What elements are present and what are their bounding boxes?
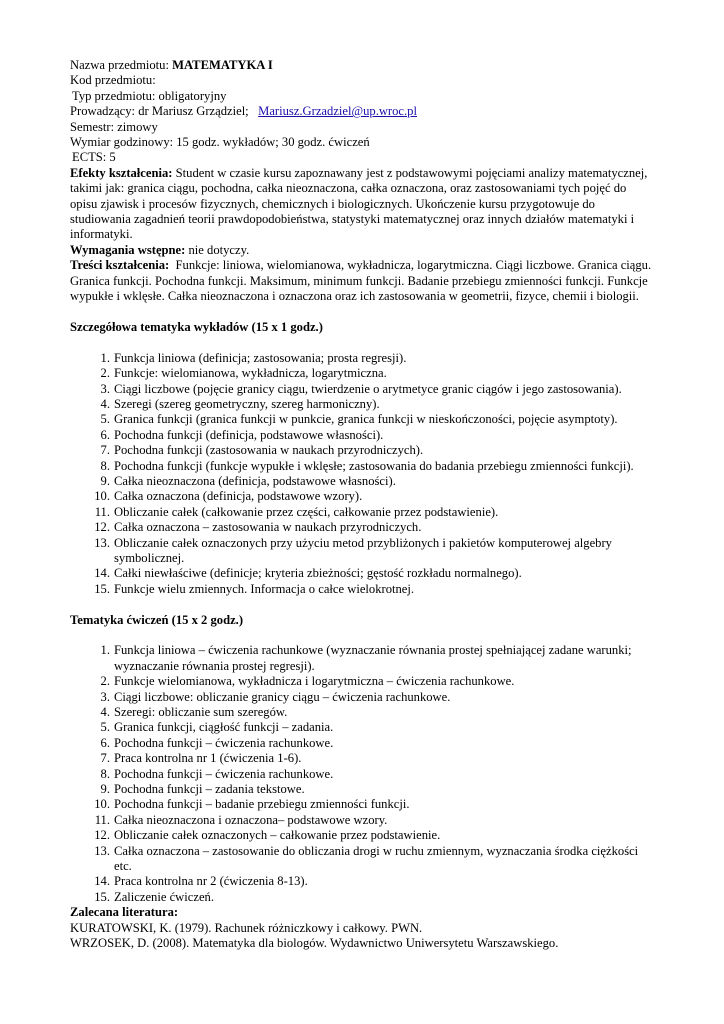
- list-item: 9. Całka nieoznaczona (definicja, podstawowe własności).: [100, 473, 396, 488]
- list-item: 4. Szeregi: obliczanie sum szeregów.: [100, 705, 288, 719]
- prerequisites: [70, 243, 656, 258]
- list-item: 8. Pochodna funkcji (funkcje wypukłe i wklęsłe; zastosowania do badania przebiegu zmienności funkcji).: [100, 458, 634, 473]
- semester: Semestr: zimowy: [70, 119, 158, 134]
- list-item: 10. Całka oznaczona (definicja, podstawowe wzory).: [94, 489, 363, 504]
- ects: ECTS: 5: [72, 150, 116, 165]
- learning-outcomes: [70, 166, 656, 243]
- lectures-list: [70, 351, 656, 598]
- list-item: 13. Całka oznaczona – zastosowanie do obliczania drogi w ruchu zmiennym, wyznaczania środka ciężkości etc.: [94, 843, 639, 874]
- list-item: 11. Całka nieoznaczona i oznaczona– podstawowe wzory.: [94, 812, 388, 827]
- list-item: 7. Praca kontrolna nr 1 (ćwiczenia 1-6).: [100, 751, 302, 766]
- list-item: 5. Granica funkcji (granica funkcji w punkcie, granica funkcji w nieskończoności, pojęcie asymptoty).: [100, 412, 618, 427]
- list-item: 11. Obliczanie całek (całkowanie przez części, całkowanie przez podstawienie).: [94, 504, 499, 519]
- list-item: 6. Pochodna funkcji – ćwiczenia rachunkowe.: [100, 735, 334, 750]
- subject-value: MATEMATYKA I: [172, 58, 273, 72]
- course-type: Typ przedmiotu: obligatoryjny: [72, 88, 227, 103]
- prerequisites-label: Wymagania wstępne:: [70, 242, 186, 257]
- lecturer-line: [70, 104, 656, 119]
- list-item: 8. Pochodna funkcji – ćwiczenia rachunkowe.: [100, 766, 334, 781]
- list-item: 4. Szeregi (szereg geometryczny, szereg harmoniczny).: [100, 396, 380, 411]
- literature-item: WRZOSEK, D. (2008). Matematyka dla biologów. Wydawnictwo Uniwersytetu Warszawskiego.: [70, 936, 559, 951]
- list-item: 12. Obliczanie całek oznaczonych – całkowanie przez podstawienie.: [94, 828, 441, 843]
- list-item: 3. Ciągi liczbowe (pojęcie granicy ciągu, twierdzenie o arytmetyce granic ciągów i jego zastosowania).: [100, 381, 622, 396]
- list-item: 15. Zaliczenie ćwiczeń.: [94, 889, 214, 904]
- list-item: 1. Funkcja liniowa (definicja; zastosowania; prosta regresji).: [100, 350, 407, 365]
- course-code-label: Kod przedmiotu:: [70, 73, 156, 88]
- list-item: 1. Funkcja liniowa – ćwiczenia rachunkowe (wyznaczanie równania prostej spełniającej zadane warunki; wyznaczanie równania prostej regresji).: [100, 643, 632, 673]
- exercises-heading: Tematyka ćwiczeń (15 x 2 godz.): [70, 612, 244, 627]
- subject-line: [70, 58, 656, 73]
- list-item: 15. Funkcje wielu zmiennych. Informacja o całce wielokrotnej.: [94, 581, 415, 596]
- prerequisites-text: nie dotyczy.: [188, 242, 250, 257]
- lecturer-email-link[interactable]: Mariusz.Grzadziel@up.wroc.pl: [258, 104, 417, 119]
- list-item: 2. Funkcje wielomianowa, wykładnicza i logarytmiczna – ćwiczenia rachunkowe.: [100, 674, 515, 689]
- exercises-list: [70, 643, 656, 905]
- lecturer-name: Prowadzący: dr Mariusz Grządziel;: [70, 104, 249, 119]
- subject-label: Nazwa przedmiotu:: [70, 58, 169, 72]
- learning-outcomes-label: Efekty kształcenia:: [70, 165, 173, 180]
- course-content-text: Funkcje: liniowa, wielomianowa, wykładnicza, logarytmiczna. Ciągi liczbowe. Granica ciągu. Granica funkcji. Pochodna funkcji. Maksimum, minimum funkcji. Badanie przebiegu zmienności funkcji. Funkcje wypukłe i wklęsłe. Całka nieoznaczona i oznaczona oraz ich zastosowania w geometrii, fizyce, chemii i biologii.: [70, 258, 652, 304]
- hours: Wymiar godzinowy: 15 godz. wykładów; 30 godz. ćwiczeń: [70, 135, 370, 150]
- list-item: 5. Granica funkcji, ciągłość funkcji – zadania.: [100, 720, 334, 735]
- list-item: 6. Pochodna funkcji (definicja, podstawowe własności).: [100, 427, 384, 442]
- learning-outcomes-text: Student w czasie kursu zapoznawany jest z podstawowymi pojęciami analizy matematycznej, takimi jak: granica ciągu, pochodna, całka nieoznaczona, całka oznaczona, oraz zastosowaniami tych pojęć do opisu zjawisk i procesów fizycznych, chemicznych i biologicznych. Ukończenie kursu przygotowuje do studiowania zagadnień teorii prawdopodobieństwa, statystyki matematycznej oraz innych działów matematyki i informatyki.: [70, 165, 648, 242]
- list-item: 13. Obliczanie całek oznaczonych przy użyciu metod przybliżonych i pakietów komputerowej algebry symbolicznej.: [94, 535, 612, 565]
- list-item: 12. Całka oznaczona – zastosowania w naukach przyrodniczych.: [94, 520, 422, 535]
- lectures-heading: Szczegółowa tematyka wykładów (15 x 1 godz.): [70, 319, 323, 334]
- literature-heading: Zalecana literatura:: [70, 905, 179, 920]
- list-item: 7. Pochodna funkcji (zastosowania w naukach przyrodniczych).: [100, 443, 424, 458]
- course-content: [70, 258, 656, 304]
- list-item: 14. Całki niewłaściwe (definicje; kryteria zbieżności; gęstość rozkładu normalnego).: [94, 566, 522, 581]
- list-item: 3. Ciągi liczbowe: obliczanie granicy ciągu – ćwiczenia rachunkowe.: [100, 689, 451, 704]
- document-page: [70, 58, 656, 952]
- literature-item: KURATOWSKI, K. (1979). Rachunek różniczkowy i całkowy. PWN.: [70, 920, 423, 935]
- course-content-label: Treści kształcenia:: [70, 258, 170, 273]
- list-item: 2. Funkcje: wielomianowa, wykładnicza, logarytmiczna.: [100, 366, 387, 381]
- list-item: 9. Pochodna funkcji – zadania tekstowe.: [100, 782, 305, 797]
- list-item: 10. Pochodna funkcji – badanie przebiegu zmienności funkcji.: [94, 797, 410, 812]
- list-item: 14. Praca kontrolna nr 2 (ćwiczenia 8-13).: [94, 874, 308, 889]
